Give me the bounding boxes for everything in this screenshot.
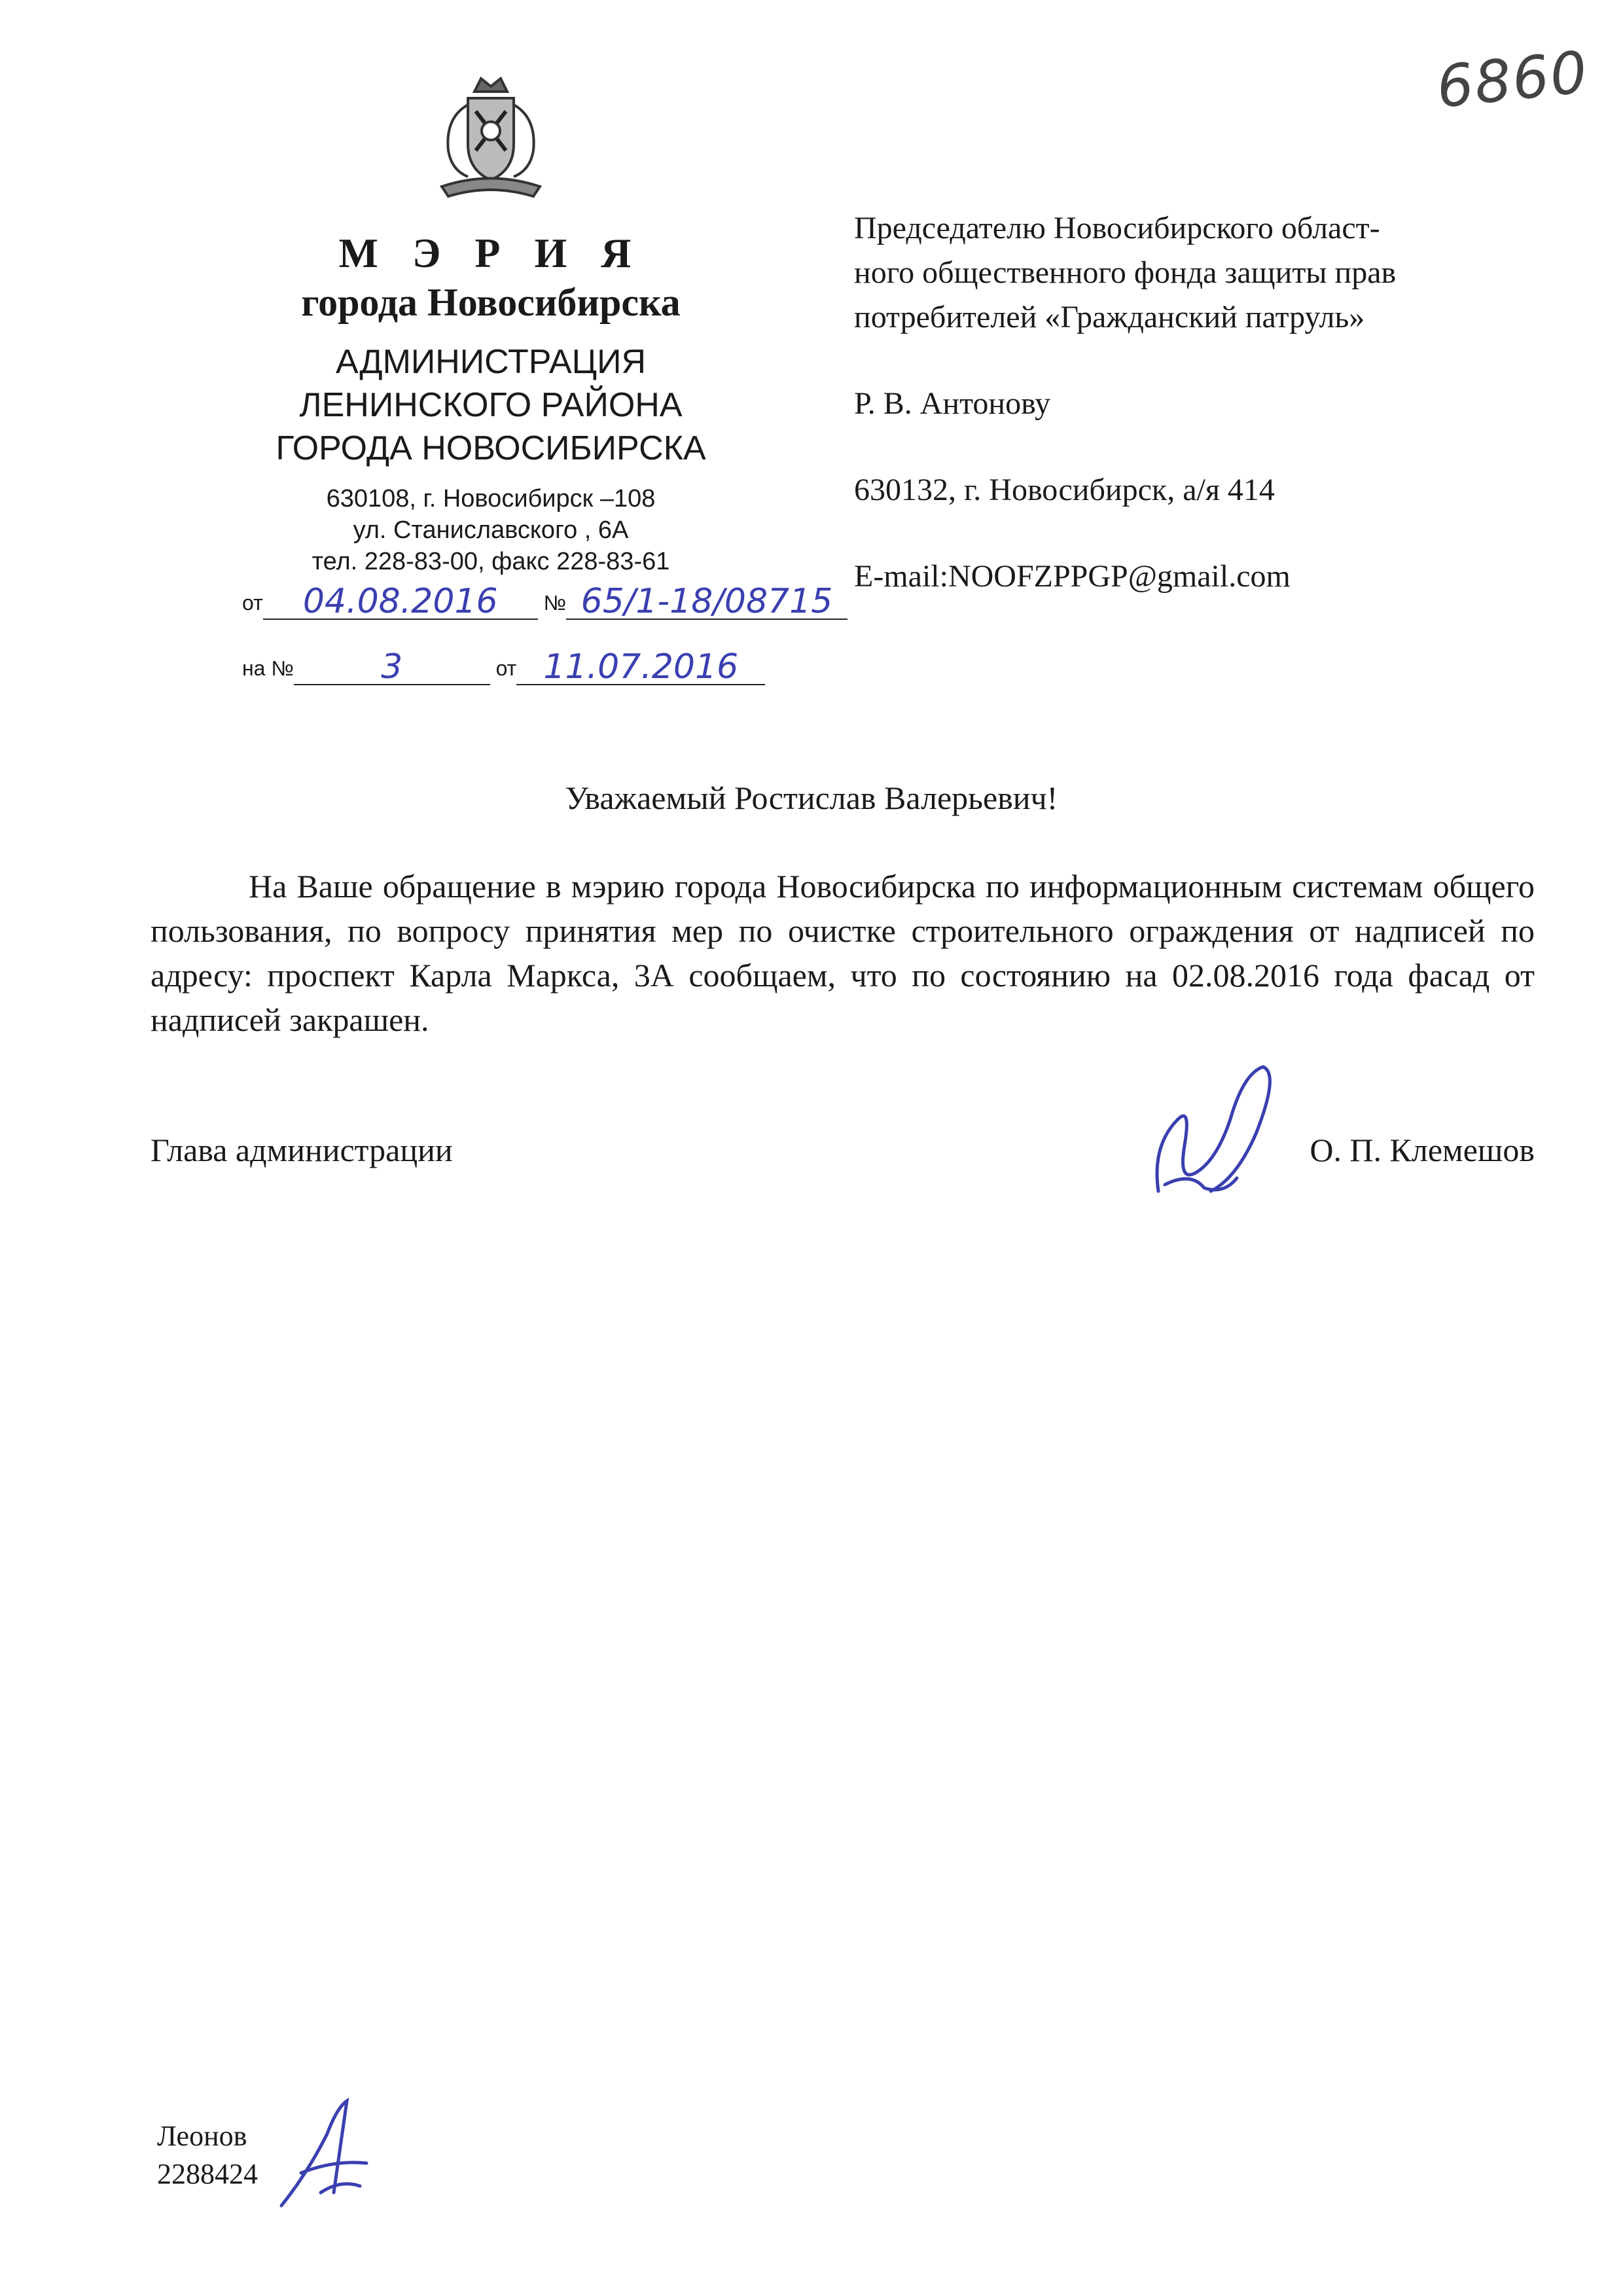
- signatory-title: Глава администрации: [151, 1132, 453, 1168]
- recipient-name: Р. В. Антонову: [854, 386, 1051, 421]
- recipient-line: ного общественного фонда защиты прав: [854, 255, 1397, 290]
- recipient-block: [854, 206, 1541, 599]
- executor-info: [157, 2117, 258, 2193]
- mayoralty-title: М Э Р И Я: [338, 230, 643, 276]
- admin-line: ГОРОДА НОВОСИБИРСКА: [276, 429, 706, 467]
- archive-number-handwritten: 6860: [1433, 38, 1592, 121]
- letter-number: 65/1-18/08715: [580, 582, 833, 621]
- number-label: №: [543, 591, 566, 615]
- admin-line: ЛЕНИНСКОГО РАЙОНА: [299, 386, 683, 424]
- outgoing-reference: [242, 579, 847, 620]
- sender-phone-line: тел. 228-83-00, факс 228-83-61: [312, 548, 670, 575]
- signatory-name: О. П. Клемешов: [1310, 1132, 1535, 1168]
- greeting: Уважаемый Ростислав Валерьевич!: [565, 780, 1058, 816]
- sender-address-line: 630108, г. Новосибирск –108: [326, 485, 656, 512]
- incoming-reference: [242, 645, 765, 685]
- admin-line: АДМИНИСТРАЦИЯ: [335, 343, 647, 381]
- sender-letterhead: [223, 72, 759, 577]
- mayoralty-city: города Новосибирска: [301, 281, 681, 324]
- letter-body: На Ваше обращение в мэрию города Новосибирска по информационным системам общего пользования, по вопросу принятия мер по очистке строительного ограждения от надписей по адресу: проспект Карла Маркса, 3А сообщаем, что по состоянию на 02.08.2016 года фасад от надписей закрашен.: [151, 868, 1535, 1038]
- recipient-line: потребителей «Гражданский патруль»: [854, 300, 1365, 334]
- reply-from-label: от: [495, 656, 517, 680]
- recipient-address: 630132, г. Новосибирск, а/я 414: [854, 473, 1275, 507]
- letter-date: 04.08.2016: [302, 582, 498, 621]
- reply-number-label: на №: [242, 656, 294, 680]
- recipient-line: Председателю Новосибирского област-: [854, 211, 1380, 245]
- reply-number: 3: [381, 647, 403, 687]
- from-label: от: [242, 591, 263, 615]
- executor-signature-icon: [275, 2094, 373, 2212]
- city-coat-of-arms-icon: [429, 72, 553, 203]
- sender-address-line: ул. Станиславского , 6А: [353, 516, 629, 544]
- recipient-email: E-mail:NOOFZPPGP@gmail.com: [854, 559, 1291, 594]
- signature-icon: [1139, 1060, 1296, 1211]
- executor-phone: 2288424: [157, 2158, 258, 2190]
- reply-date: 11.07.2016: [543, 647, 739, 687]
- executor-name: Леонов: [157, 2120, 247, 2152]
